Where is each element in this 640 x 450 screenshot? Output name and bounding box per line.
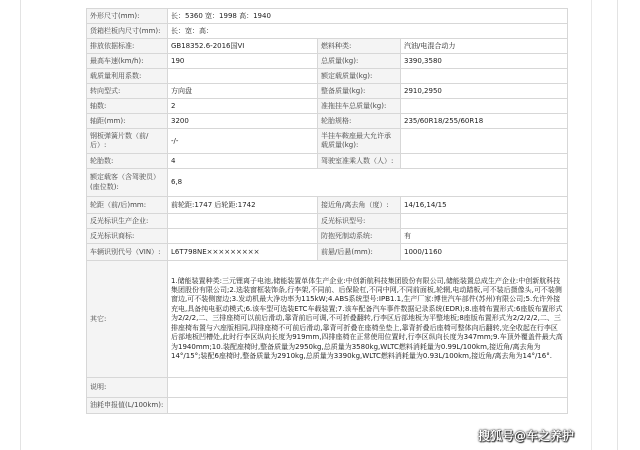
row-value-fuel-type: 汽油/电混合动力 [401,39,568,54]
table-row [87,378,568,398]
row-label-tire-spec: 轮胎规格: [318,114,401,129]
row-label-fifth-wheel-load: 半挂车鞍座最大允许承载质量(kg): [318,129,401,154]
table-row [87,129,568,154]
table-row [87,69,568,84]
table-row [87,99,568,114]
row-value-reflector-maker [168,214,318,229]
row-value-axles: 2 [168,99,318,114]
row-label-steering: 转向型式: [87,84,168,99]
row-label-fuel-consumption: 油耗申报值(L/100km): [87,398,168,414]
row-value-load-utilization [168,69,318,84]
table-row [87,54,568,69]
row-value-fuel-consumption [168,398,568,414]
row-label-abs: 防抱死制动系统: [318,229,401,244]
table-row [87,398,568,414]
row-value-track-width: 前轮距:1747 后轮距:1742 [168,197,318,214]
row-label-wheelbase: 轴距(mm): [87,114,168,129]
row-label-other: 其它: [87,261,168,378]
row-value-exterior-size: 长：5360 宽：1998 高：1940 [168,9,568,24]
row-label-exterior-size: 外形尺寸(mm): [87,9,168,24]
table-row [87,214,568,229]
row-value-curb-mass: 2910,2950 [401,84,568,99]
table-row [87,261,568,378]
row-label-emission-standard: 排放依据标准: [87,39,168,54]
row-label-notes: 说明: [87,378,168,398]
table-row [87,84,568,99]
row-value-approach-departure: 14/16,14/15 [401,197,568,214]
row-value-tire-spec: 235/60R18/255/60R18 [401,114,568,129]
row-value-emission-standard: GB18352.6-2016国VI [168,39,318,54]
row-value-other: 1.储能装置种类:三元锂离子电池,储能装置单体生产企业:中创新航科技集团股份有限公司,储能装置总成生产企业:中创新航科技集团股份有限公司;2.选装窗框装饰条,行李架,不同前、后保险杠,不同中网,不同前面板,轮辋,电动踏板,可不装后摄像头,可不装侧窗边,可不装侧窗边;3.发动机最大净功率为115kW;4.ABS系统型号:IPB1.1,生产厂家:博世汽车部件(苏州)有限公司;5.允许外接充电,具备纯电驱动模式;6.该车型可选装ETC车载装置;7.该车配备汽车事件数据记录系统(EDR);8.座椅布置形式:6座版布置形式为2/2/2,二、三排座椅可以前后滑动,靠背前后可调,不可折叠翻转,行李区后部地板为平整地板;8座版布置形式为2/2/2/2,二、三排座椅布置与六座版相同,四排座椅不可前后滑动,靠背可折叠在座椅坐垫上,靠背折叠后座椅可整体向后翻转,完全收起在行李区后部地板凹槽处,此时行李区纵向长度为919mm,四排座椅在正常使用位置时,行李区纵向长度为347mm;9.车顶外覆盖件最大高为1940mm;10.装配座椅时,整备质量为2950kg,总质量为3580kg,WLTC燃料消耗量为0.99L/100km,接近角/离去角为14°/15°;装配6座椅时,整备质量为2910kg,总质量为3390kg,WLTC燃料消耗量为0.93L/100km,接近角/离去角为14°/16°. [168,261,568,378]
row-label-approach-departure: 接近角/离去角（度）: [318,197,401,214]
row-value-tire-count: 4 [168,154,318,169]
row-label-curb-mass: 整备质量(kg): [318,84,401,99]
row-value-gross-mass: 3390,3580 [401,54,568,69]
row-value-fifth-wheel-load [401,129,568,154]
row-value-wheelbase: 3200 [168,114,318,129]
row-label-reflector-model: 反光标识型号: [318,214,401,229]
row-label-reflector-maker: 反光标识生产企业: [87,214,168,229]
row-label-vin: 车辆识别代号（VIN）: [87,244,168,261]
row-label-axles: 轴数: [87,99,168,114]
vehicle-spec-table [86,8,568,414]
row-label-max-speed: 最高车速(km/h): [87,54,168,69]
row-label-fuel-type: 燃料种类: [318,39,401,54]
table-row [87,24,568,39]
table-row [87,229,568,244]
table-row [87,9,568,24]
row-label-gross-mass: 总质量(kg): [318,54,401,69]
right-guide-line [591,0,592,450]
row-label-tire-count: 轮胎数: [87,154,168,169]
row-value-cab-occupants [401,154,568,169]
row-value-rated-load [401,69,568,84]
table-row [87,114,568,129]
row-value-reflector-brand [168,229,318,244]
row-label-rated-load: 额定载质量(kg): [318,69,401,84]
table-row [87,244,568,261]
row-label-overhang: 前悬/后悬(mm): [318,244,401,261]
row-value-cargo-box-size: 长：宽：高： [168,24,568,39]
row-value-leaf-springs: -/- [168,129,318,154]
row-label-leaf-springs: 钢板弹簧片数（前/后）: [87,129,168,154]
row-label-reflector-brand: 反光标识商标: [87,229,168,244]
source-watermark: 搜狐号@车之养护 [478,429,575,443]
row-label-rated-passengers: 额定载客（含驾驶员）(座位数): [87,169,168,197]
row-value-reflector-model [401,214,568,229]
row-value-rated-passengers: 6,8 [168,169,568,197]
row-value-notes [168,378,568,398]
row-label-cab-occupants: 驾驶室准乘人数（人）: [318,154,401,169]
row-value-vin: L6T798NE××××××××× [168,244,318,261]
table-row [87,197,568,214]
row-label-trailer-mass: 准拖挂车总质量(kg): [318,99,401,114]
row-label-cargo-box-size: 货箱栏板内尺寸(mm): [87,24,168,39]
row-label-load-utilization: 载质量利用系数: [87,69,168,84]
row-value-steering: 方向盘 [168,84,318,99]
row-value-abs: 有 [401,229,568,244]
table-row [87,154,568,169]
table-row [87,39,568,54]
row-value-max-speed: 190 [168,54,318,69]
row-value-trailer-mass [401,99,568,114]
table-row [87,169,568,197]
row-label-track-width: 轮距（前/后)mm: [87,197,168,214]
row-value-overhang: 1000/1160 [401,244,568,261]
